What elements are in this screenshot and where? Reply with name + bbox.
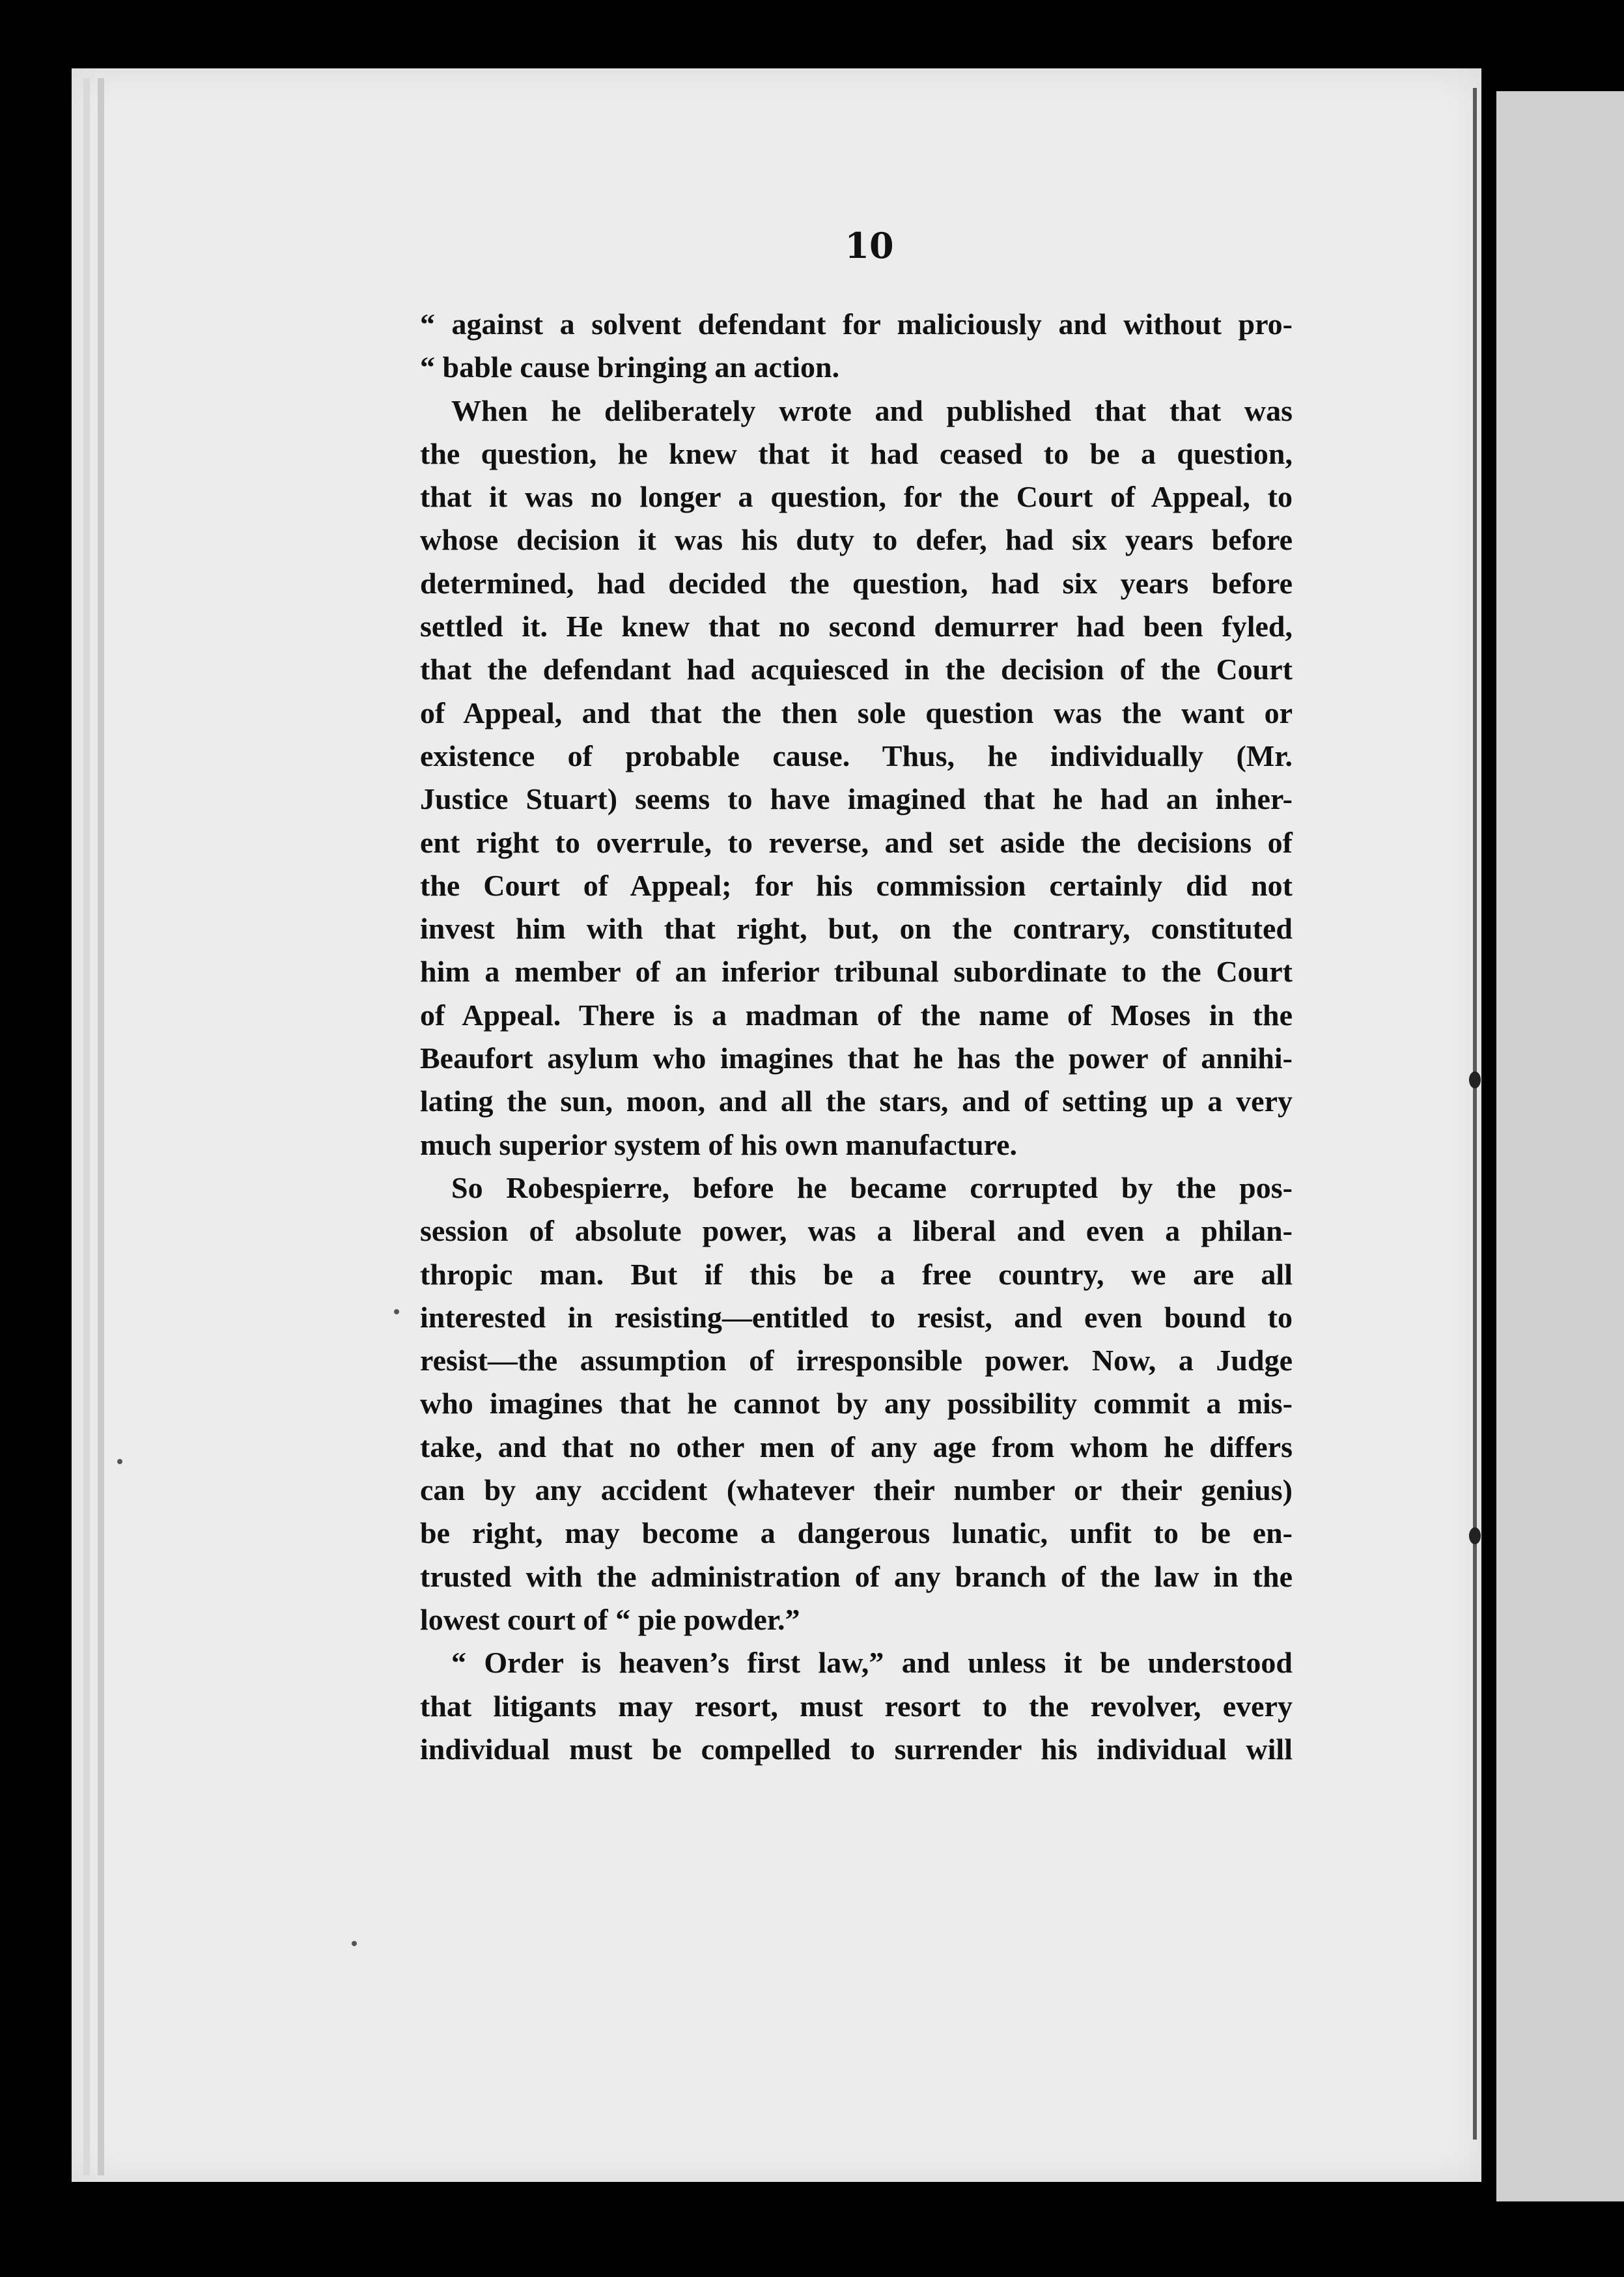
page-number: 10 <box>845 225 894 266</box>
text-line: trusted with the administration of any branch of the law in the <box>420 1559 1293 1593</box>
page-edge-left-inner <box>98 78 104 2175</box>
page-edge-left <box>83 78 90 2175</box>
text-line: who imagines that he cannot by any possibility commit a mis- <box>420 1387 1293 1421</box>
text-line: individual must be compelled to surrender his individual will <box>420 1732 1293 1766</box>
text-line: So Robespierre, before he became corrupted by the pos- <box>451 1170 1293 1204</box>
text-line: that the defendant had acquiesced in the decision of the Court <box>420 653 1293 686</box>
text-line: that it was no longer a question, for the Court of Appeal, to <box>420 480 1293 514</box>
text-line: take, and that no other men of any age from whom he differs <box>420 1430 1293 1464</box>
facing-page-edge <box>1496 91 1624 2201</box>
text-line: interested in resisting—entitled to resist, and even bound to <box>420 1300 1293 1334</box>
text-line: settled it. He knew that no second demurrer had been fyled, <box>420 610 1293 644</box>
text-line: Beaufort asylum who imagines that he has the power of annihi- <box>420 1041 1293 1075</box>
text-line: ent right to overrule, to reverse, and set aside the decisions of <box>420 825 1293 859</box>
text-line: existence of probable cause. Thus, he individually (Mr. <box>420 739 1293 772</box>
book-gutter <box>1473 88 1477 2140</box>
body-text <box>420 303 1293 1771</box>
paper-speck <box>394 1309 399 1314</box>
text-line: resist—the assumption of irresponsible power. Now, a Judge <box>420 1344 1293 1378</box>
text-line: lowest court of “ pie powder.” <box>420 1602 800 1636</box>
text-line: thropic man. But if this be a free country, we are all <box>420 1257 1293 1291</box>
text-line: the question, he knew that it had ceased to be a question, <box>420 436 1293 470</box>
text-line: determined, had decided the question, had six years before <box>420 566 1293 600</box>
paper-speck <box>352 1941 357 1946</box>
text-line: “ bable cause bringing an action. <box>420 350 840 384</box>
text-line: invest him with that right, but, on the contrary, constituted <box>420 912 1293 946</box>
text-line: whose decision it was his duty to defer, had six years before <box>420 523 1293 557</box>
text-line: lating the sun, moon, and all the stars, and of setting up a very <box>420 1084 1293 1118</box>
text-line: “ against a solvent defendant for maliciously and without pro- <box>420 307 1293 341</box>
text-line: the Court of Appeal; for his commission certainly did not <box>420 868 1293 902</box>
text-line: session of absolute power, was a liberal and even a philan- <box>420 1214 1293 1248</box>
text-line: that litigants may resort, must resort to the revolver, every <box>420 1689 1293 1723</box>
text-line: be right, may become a dangerous lunatic, unfit to be en- <box>420 1516 1293 1550</box>
text-line: Justice Stuart) seems to have imagined that he had an inher- <box>420 782 1293 816</box>
text-line: much superior system of his own manufacture. <box>420 1127 1018 1161</box>
text-line: When he deliberately wrote and published that that was <box>451 393 1293 427</box>
paper-speck <box>117 1459 122 1464</box>
text-line: “ Order is heaven’s first law,” and unless it be understood <box>451 1646 1293 1680</box>
text-line: can by any accident (whatever their number or their genius) <box>420 1473 1293 1507</box>
binding-mark <box>1469 1071 1481 1088</box>
text-line: him a member of an inferior tribunal subordinate to the Court <box>420 955 1293 989</box>
binding-mark <box>1469 1527 1481 1544</box>
text-line: of Appeal. There is a madman of the name of Moses in the <box>420 998 1293 1032</box>
text-line: of Appeal, and that the then sole question was the want or <box>420 696 1293 729</box>
